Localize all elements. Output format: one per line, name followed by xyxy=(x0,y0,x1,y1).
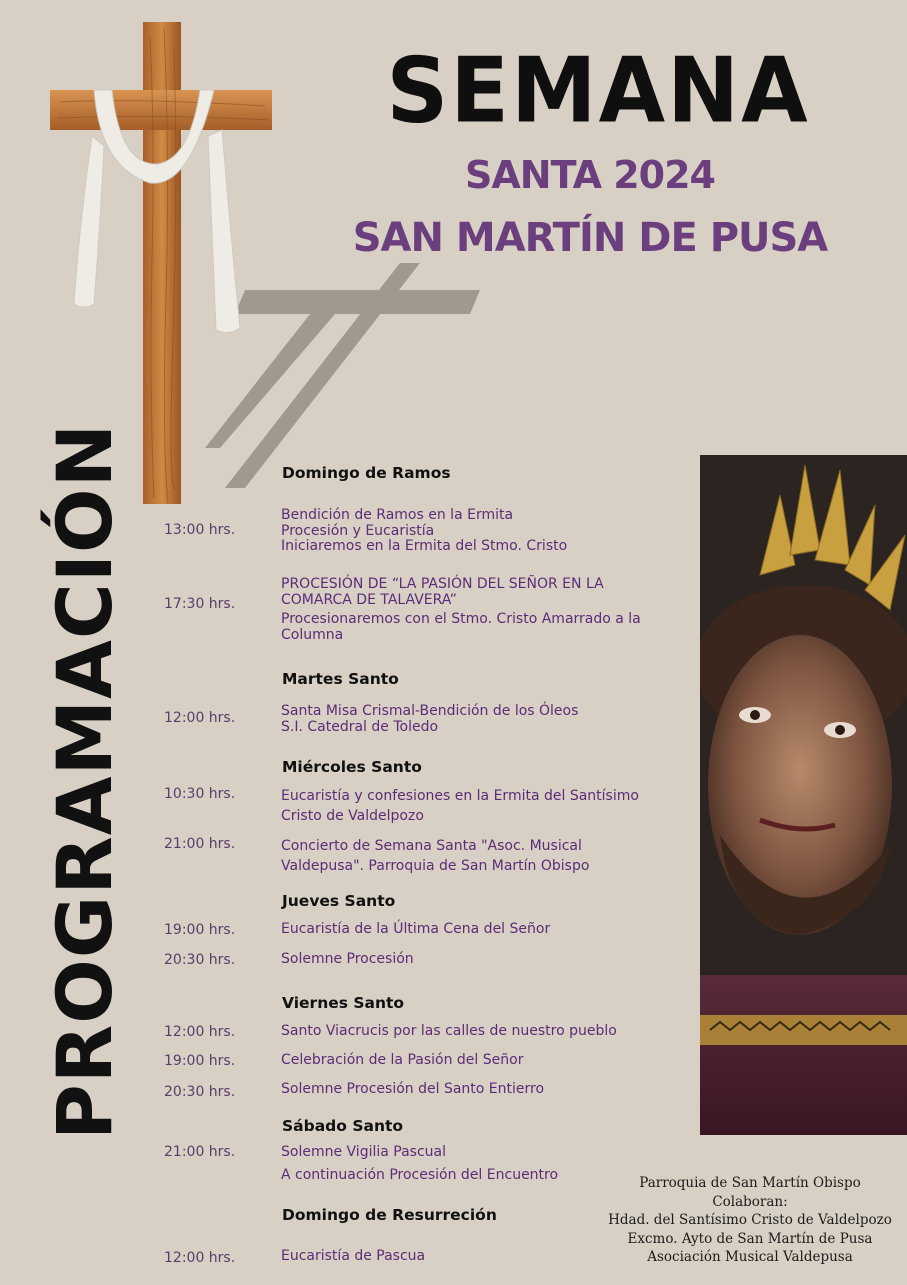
credit-line: Asociación Musical Valdepusa xyxy=(647,1249,853,1266)
credit-line: Parroquia de San Martín Obispo xyxy=(639,1175,861,1191)
event-line: Solemne Vigilia Pascual xyxy=(281,1144,446,1160)
time-1200-viernes: 12:00 hrs. xyxy=(164,1024,236,1040)
subtitle-santa-2024: SANTA 2024 xyxy=(465,153,715,197)
event-line: Bendición de Ramos en la Ermita xyxy=(281,507,514,523)
event-line: Eucaristía de la Última Cena del Señor xyxy=(281,921,551,937)
event-viacrucis xyxy=(281,1024,691,1040)
day-miercoles-santo: Miércoles Santo xyxy=(282,758,422,776)
credits xyxy=(600,1174,900,1267)
time-1030: 10:30 hrs. xyxy=(164,786,236,802)
event-concierto xyxy=(281,836,691,876)
event-line: PROCESIÓN DE “LA PASIÓN DEL SEÑOR EN LA xyxy=(281,576,604,592)
event-line: Concierto de Semana Santa "Asoc. Musical xyxy=(281,838,582,854)
time-2030-viernes: 20:30 hrs. xyxy=(164,1084,236,1100)
event-line: Cristo de Valdelpozo xyxy=(281,808,424,824)
title-semana: SEMANA xyxy=(386,38,810,144)
time-1200-martes: 12:00 hrs. xyxy=(164,710,236,726)
event-line: Eucaristía y confesiones en la Ermita del Santísimo xyxy=(281,788,639,804)
programacion-heading: PROGRAMACIÓN xyxy=(40,422,129,1140)
credit-line: Hdad. del Santísimo Cristo de Valdelpozo xyxy=(608,1212,892,1229)
christ-statue-icon xyxy=(700,455,907,1135)
event-line: Valdepusa". Parroquia de San Martín Obispo xyxy=(281,858,590,874)
time-1200-domingo: 12:00 hrs. xyxy=(164,1250,236,1266)
time-1730: 17:30 hrs. xyxy=(164,596,236,612)
time-1900-viernes: 19:00 hrs. xyxy=(164,1053,236,1069)
credit-line: Excmo. Ayto de San Martín de Pusa xyxy=(627,1230,873,1247)
event-celebracion-pasion xyxy=(281,1053,691,1069)
event-misa-crismal xyxy=(281,704,691,735)
event-line: Eucaristía de Pascua xyxy=(281,1248,426,1264)
time-1300: 13:00 hrs. xyxy=(164,522,236,538)
event-line: Solemne Procesión xyxy=(281,951,414,967)
event-bendicion-ramos xyxy=(281,508,691,555)
event-procesion-pasion xyxy=(281,576,691,643)
event-ultima-cena xyxy=(281,922,691,938)
christ-statue-photo xyxy=(700,455,907,1135)
day-domingo-ramos: Domingo de Ramos xyxy=(282,464,451,482)
event-solemne-procesion xyxy=(281,952,691,968)
day-martes-santo: Martes Santo xyxy=(282,670,399,688)
event-line: Solemne Procesión del Santo Entierro xyxy=(281,1081,545,1097)
time-2100-sabado: 21:00 hrs. xyxy=(164,1144,236,1160)
day-sabado-santo: Sábado Santo xyxy=(282,1117,404,1135)
day-viernes-santo: Viernes Santo xyxy=(282,994,405,1012)
event-line: COMARCA DE TALAVERA” xyxy=(281,592,457,608)
event-line: Celebración de la Pasión del Señor xyxy=(281,1052,524,1068)
event-eucaristia-confesiones xyxy=(281,786,691,826)
time-2030-jueves: 20:30 hrs. xyxy=(164,952,236,968)
event-line: Santo Viacrucis por las calles de nuestro pueblo xyxy=(281,1023,617,1039)
day-jueves-santo: Jueves Santo xyxy=(282,892,396,910)
time-2100-miercoles: 21:00 hrs. xyxy=(164,836,236,852)
event-line: Procesión y Eucaristía xyxy=(281,522,435,539)
event-line: Santa Misa Crismal-Bendición de los Óleos xyxy=(281,703,579,719)
time-1900-jueves: 19:00 hrs. xyxy=(164,922,236,938)
subtitle-town: SAN MARTÍN DE PUSA xyxy=(352,215,828,261)
event-line: Iniciaremos en la Ermita del Stmo. Cristo xyxy=(281,538,568,554)
event-line: S.I. Catedral de Toledo xyxy=(281,718,439,735)
event-line: A continuación Procesión del Encuentro xyxy=(281,1167,559,1183)
event-santo-entierro xyxy=(281,1082,691,1098)
event-vigilia-pascual xyxy=(281,1145,691,1161)
event-line: Columna xyxy=(281,627,344,643)
day-domingo-resurreccion: Domingo de Resurreción xyxy=(282,1206,497,1224)
event-line: Procesionaremos con el Stmo. Cristo Amarrado a la xyxy=(281,611,641,627)
credit-line: Colaboran: xyxy=(712,1193,788,1210)
